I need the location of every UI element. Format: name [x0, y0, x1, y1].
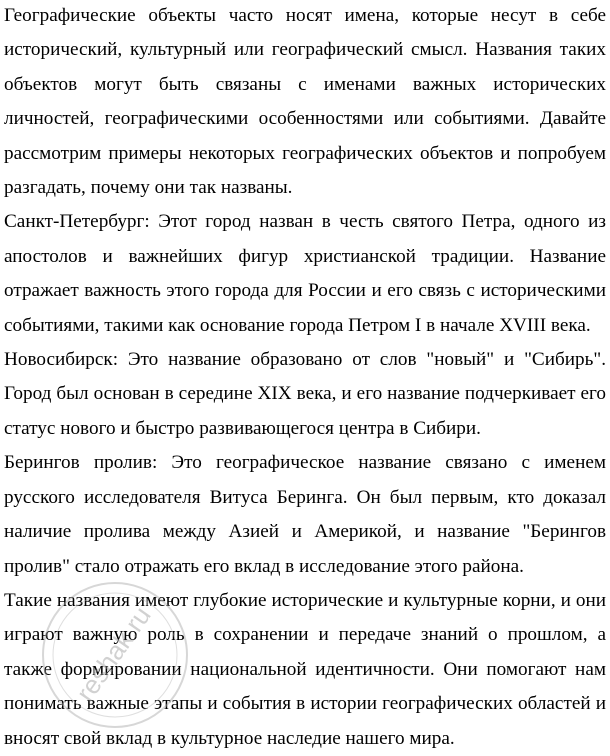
novosibirsk-paragraph: Новосибирск: Это название образовано от слов "новый" и "Сибирь". Город был основан в середине XIX века, и его название подчеркивает его статус нового и быстро развивающегося центра в Сибири. [4, 349, 606, 439]
intro-paragraph: Географические объекты часто носят имена, которые несут в себе исторический, культурный или географический смысл. Названия таких объектов могут быть связаны с именами важных исторических личностей, географическими особенностями или событиями. Давайте рассмотрим примеры некоторых географических объектов и попробуем разгадать, почему они так названы. [4, 5, 606, 199]
conclusion-paragraph: Такие названия имеют глубокие исторические и культурные корни, и они играют важную роль в сохранении и передаче знаний о прошлом, а также формировании национальной идентичности. Они помогают нам понимать важные этапы и события в истории географических областей и вносят свой вклад в культурное наследие нашего мира. [4, 589, 606, 749]
svg-text:reshak.ru: reshak.ru [69, 600, 157, 707]
bering-strait-paragraph: Берингов пролив: Это географическое название связано с именем русского исследователя Витуса Беринга. Он был первым, кто доказал наличие пролива между Азией и Америкой, и название "Берингов пролив" стало отражать его вклад в исследование этого района. [4, 452, 606, 577]
saint-petersburg-paragraph: Санкт-Петербург: Этот город назван в честь святого Петра, одного из апостолов и важнейших фигур христианской традиции. Название отражает важность этого города для России и его связь с историческими событиями, такими как основание города Петром I в начале XVIII века. [4, 211, 606, 336]
